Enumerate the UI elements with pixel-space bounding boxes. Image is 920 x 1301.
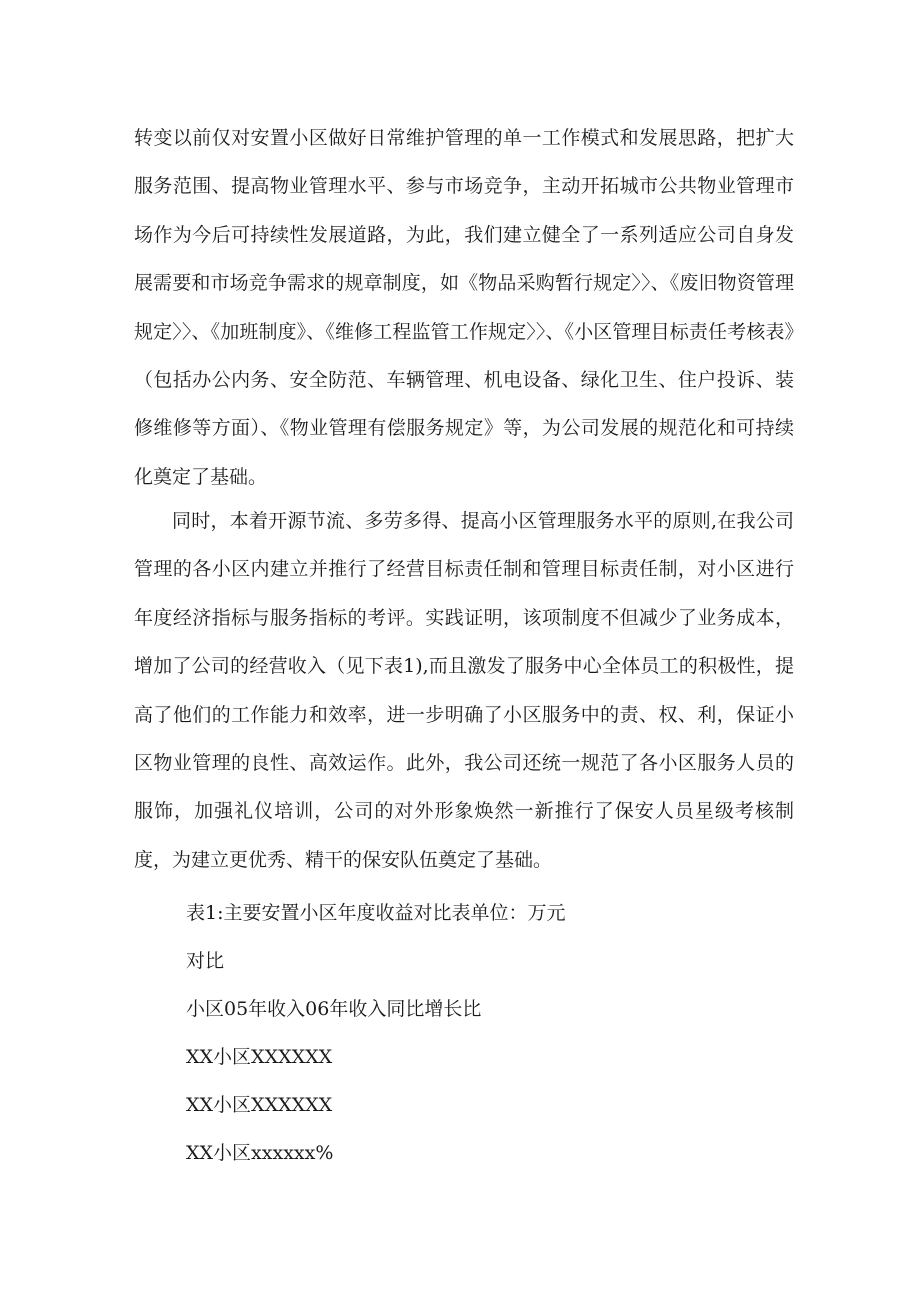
table-caption: 表1:主要安置小区年度收益对比表单位：万元	[186, 902, 566, 924]
table-line-columns: 小区05年收入06年收入同比增长比	[186, 998, 482, 1020]
body-paragraph-2: 同时，本着开源节流、多劳多得、提高小区管理服务水平的原则,在我公司管理的各小区内建立并推行了经营目标责任制和管理目标责任制，对小区进行年度经济指标与服务指标的考评。实践证明，该项制度不但减少了业务成本，增加了公司的经营收入（见下表1),而且激发了服务中心全体员工的积极性，提高了他们的工作能力和效率，进一步明确了小区服务中的责、权、利，保证小区物业管理的良性、高效运作。此外，我公司还统一规范了各小区服务人员的服饰，加强礼仪培训，公司的对外形象焕然一新推行了保安人员星级考核制度，为建立更优秀、精干的保安队伍奠定了基础。	[134, 510, 794, 871]
table-line-heading: 对比	[186, 950, 225, 972]
table-line-row: XX小区xxxxxx%	[186, 1142, 334, 1164]
table-line-row: XX小区XXXXXX	[186, 1046, 333, 1068]
table-line-row: XX小区XXXXXX	[186, 1094, 333, 1116]
body-paragraph-1: 转变以前仅对安置小区做好日常维护管理的单一工作模式和发展思路，把扩大服务范围、提高物业管理水平、参与市场竞争，主动开拓城市公共物业管理市场作为今后可持续性发展道路，为此，我们建立健全了一系列适应公司自身发展需要和市场竞争需求的规章制度，如《物品采购暂行规定〉〉、《废旧物资管理规定〉〉、《加班制度》、《维修工程监管工作规定〉〉、《小区管理目标责任考核表》（包括办公内务、安全防范、车辆管理、机电设备、绿化卫生、住户投诉、装修维修等方面）、《物业管理有偿服务规定》等，为公司发展的规范化和可持续化奠定了基础。	[134, 127, 794, 488]
